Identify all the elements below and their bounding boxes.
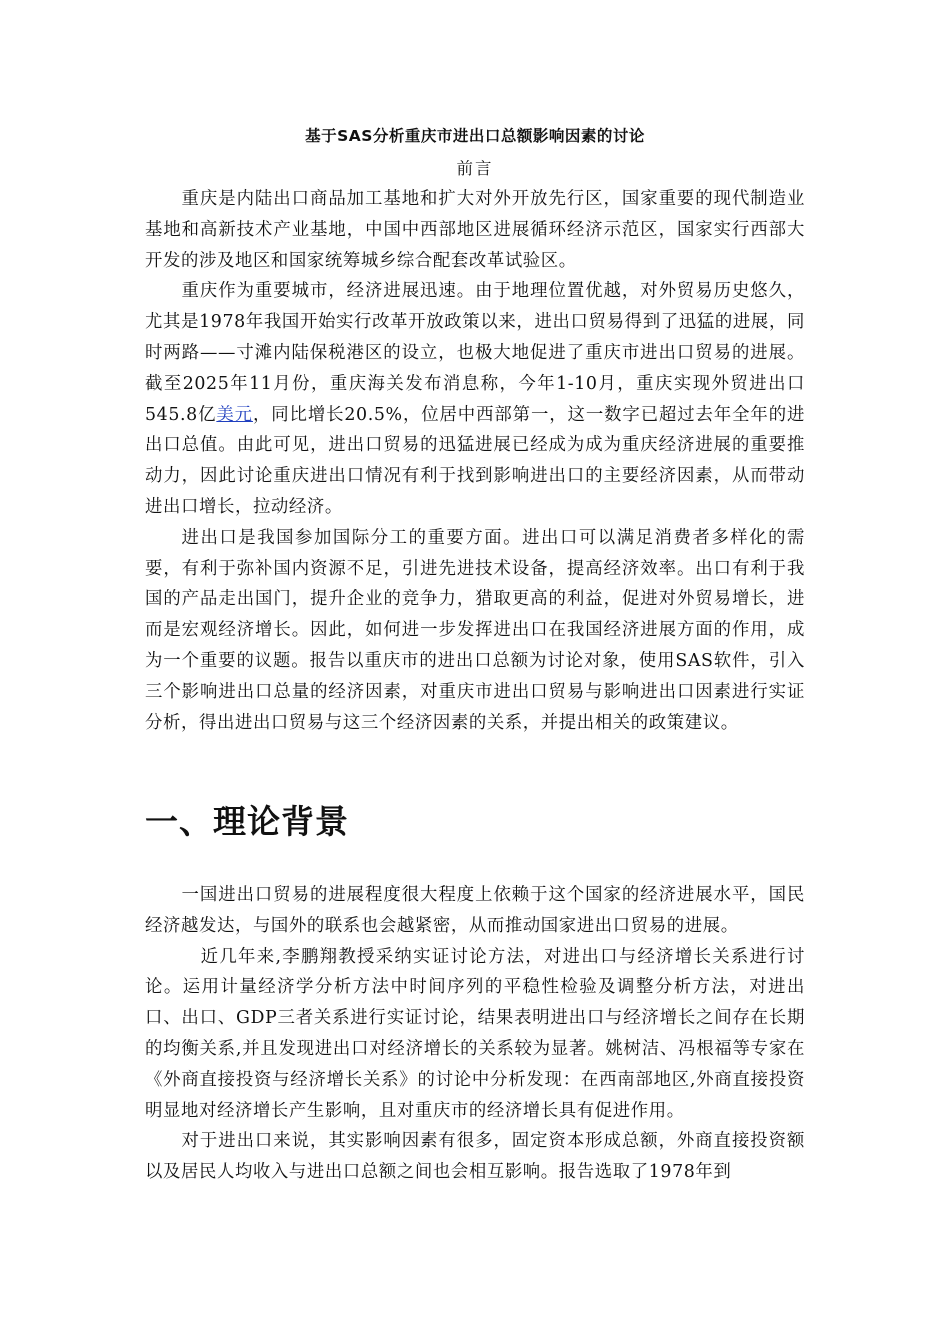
preface-heading: 前言: [456, 159, 494, 178]
section-paragraph-2: 近几年来,李鹏翔教授采纳实证讨论方法，对进出口与经济增长关系进行讨论。运用计量经济学分析方法中时间序列的平稳性检验及调整分析方法，对进出口、出口、GDP三者关系进行实证讨论，结果表明进出口与经济增长之间存在长期的均衡关系,并且发现进出口对经济增长的关系较为显著。姚树洁、冯根福等专家在《外商直接投资与经济增长关系》的讨论中分析发现：在西南部地区,外商直接投资明显地对经济增长产生影响，且对重庆市的经济增长具有促进作用。: [145, 946, 805, 1121]
usd-link[interactable]: 美元: [216, 404, 253, 425]
section-paragraph-1: 一国进出口贸易的进展程度很大程度上依赖于这个国家的经济进展水平，国民经济越发达，与国外的联系也会越紧密，从而推动国家进出口贸易的进展。: [145, 885, 805, 936]
preface-paragraph-3: 进出口是我国参加国际分工的重要方面。进出口可以满足消费者多样化的需要，有利于弥补国内资源不足，引进先进技术设备，提高经济效率。出口有利于我国的产品走出国门，提升企业的竞争力，猎取更高的利益，促进对外贸易增长，进而是宏观经济增长。因此，如何进一步发挥进出口在我国经济进展方面的作用，成为一个重要的议题。报告以重庆市的进出口总额为讨论对象，使用SAS软件，引入三个影响进出口总量的经济因素，对重庆市进出口贸易与影响进出口因素进行实证分析，得出进出口贸易与这三个经济因素的关系，并提出相关的政策建议。: [145, 527, 805, 733]
preface-paragraph-1: 重庆是内陆出口商品加工基地和扩大对外开放先行区，国家重要的现代制造业基地和高新技术产业基地，中国中西部地区进展循环经济示范区，国家实行西部大开发的涉及地区和国家统筹城乡综合配套改革试验区。: [145, 189, 805, 271]
section-paragraph-3: 对于进出口来说，其实影响因素有很多，固定资本形成总额，外商直接投资额以及居民人均收入与进出口总额之间也会相互影响。报告选取了1978年到: [145, 1131, 805, 1183]
section-body: [145, 880, 805, 1188]
section-heading-theory-background: 一、理论背景: [145, 802, 349, 841]
document-title: 基于SAS分析重庆市进出口总额影响因素的讨论: [305, 127, 645, 145]
preface-body: [145, 184, 805, 738]
preface-paragraph-2-text-before: 重庆作为重要城市，经济进展迅速。由于地理位置优越，对外贸易历史悠久，尤其是1978年我国开始实行改革开放政策以来，进出口贸易得到了迅猛的进展，同时两路——寸滩内陆保税港区的设立，也极大地促进了重庆市进出口贸易的进展。截至2025年11月份，重庆海关发布消息称，今年1-10月，重庆实现外贸进出口545.8亿: [145, 281, 805, 425]
preface-paragraph-2: [145, 276, 805, 522]
preface-paragraph-2-text-after: ，同比增长20.5%，位居中西部第一，这一数字已超过去年全年的进出口总值。由此可见，进出口贸易的迅猛进展已经成为成为重庆经济进展的重要推动力，因此讨论重庆进出口情况有利于找到影响进出口的主要经济因素，从而带动进出口增长，拉动经济。: [145, 404, 805, 517]
